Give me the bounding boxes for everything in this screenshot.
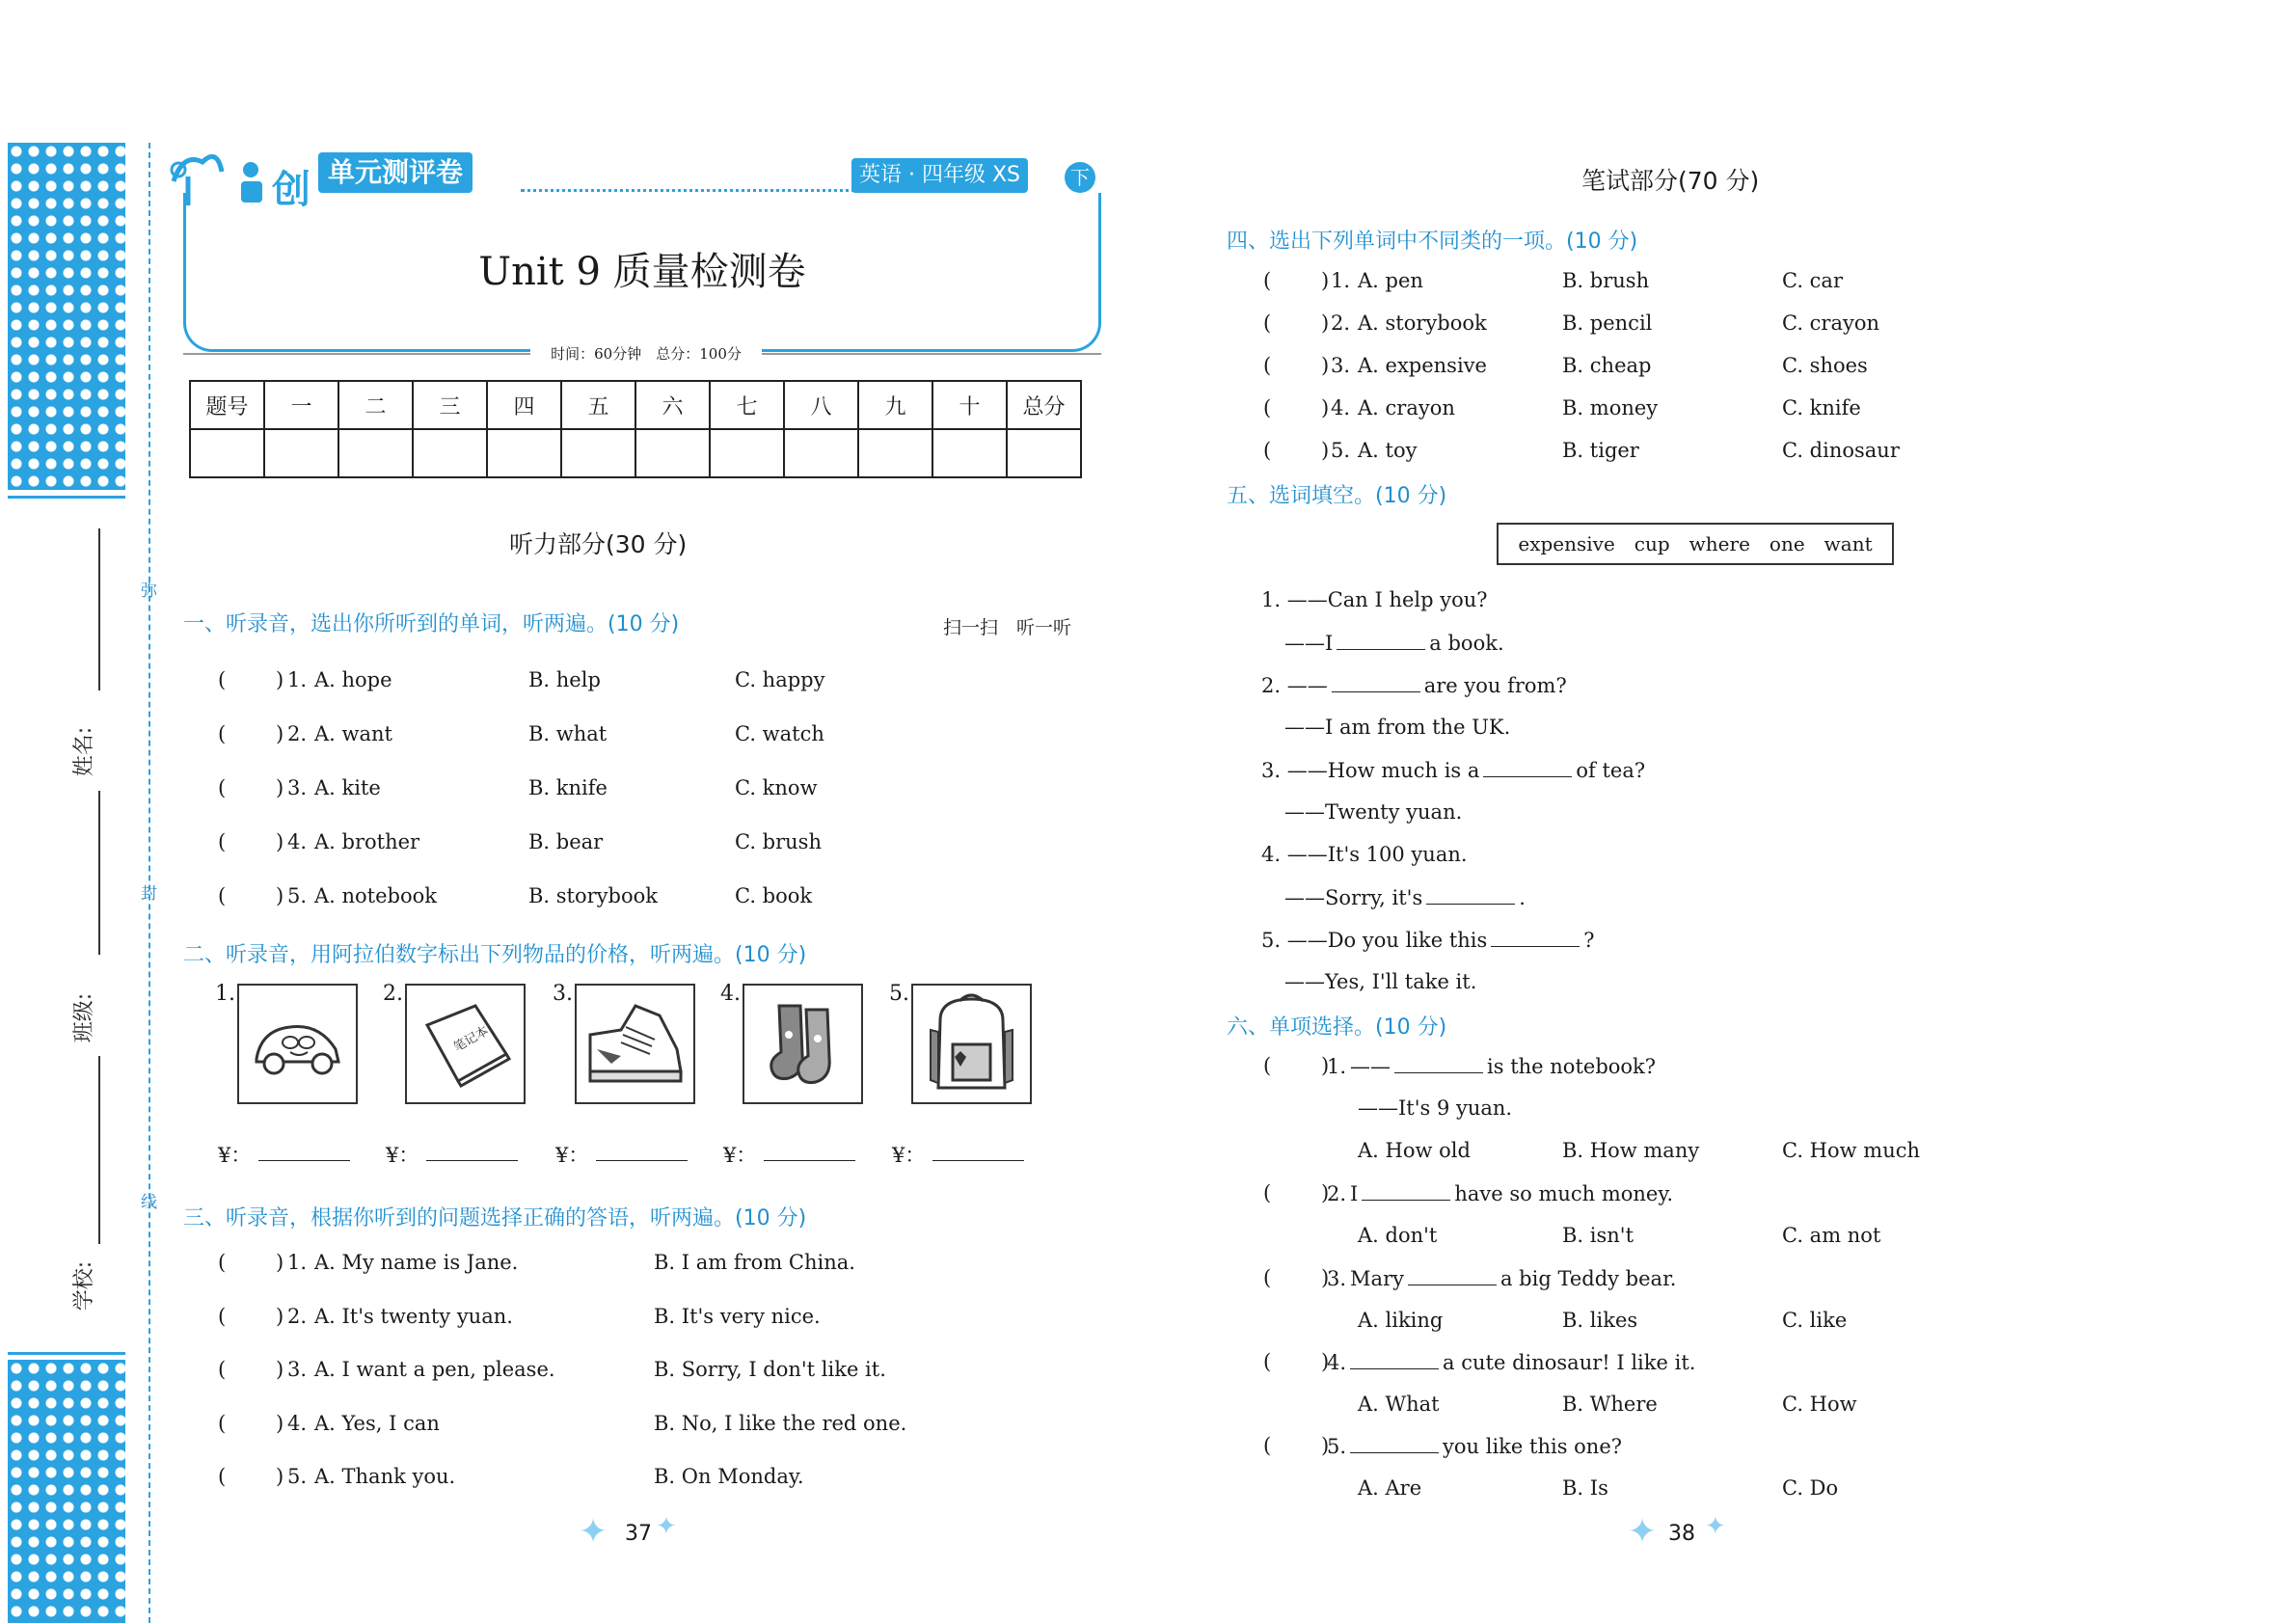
price-input[interactable]: [932, 1160, 1024, 1161]
fill-text: of tea?: [1576, 759, 1646, 782]
option-a: A. notebook: [314, 884, 438, 907]
answer-bracket[interactable]: (: [218, 722, 227, 745]
score-header-cell: 三: [413, 381, 487, 429]
question-number: 1.: [1331, 269, 1351, 292]
fill-text: 2. ——: [1261, 674, 1328, 697]
fill-line: [1261, 588, 1488, 611]
price-label: ¥：: [723, 1144, 757, 1167]
class-line: [98, 791, 100, 955]
fill-text: ——I am from the UK.: [1284, 716, 1511, 739]
option-b: B. Sorry, I don't like it.: [654, 1358, 886, 1381]
question-stem: [1327, 1350, 1695, 1374]
stem-text: is the notebook?: [1487, 1055, 1657, 1078]
option-b: B. I am from China.: [654, 1251, 855, 1274]
picture-number: 5.: [889, 982, 909, 1006]
score-header-cell: 九: [858, 381, 932, 429]
section-2-title: 二、听录音，用阿拉伯数字标出下列物品的价格，听两遍。(10 分): [183, 943, 807, 967]
answer-bracket[interactable]: (: [1263, 311, 1272, 335]
answer-bracket: ): [276, 1358, 284, 1381]
option-c: C. dinosaur: [1782, 439, 1900, 462]
fill-line: [1284, 885, 1526, 909]
question-number: 1.: [1327, 1055, 1347, 1078]
price-label: ¥：: [386, 1144, 419, 1167]
score-input-cell[interactable]: [413, 429, 487, 477]
question-number: 4.: [1327, 1351, 1347, 1374]
score-header-cell: 四: [487, 381, 561, 429]
question-stem: [1327, 1054, 1656, 1078]
price-label: ¥：: [892, 1144, 926, 1167]
answer-bracket[interactable]: (: [218, 1465, 227, 1488]
score-input-cell[interactable]: [264, 429, 338, 477]
score-input-cell[interactable]: [710, 429, 784, 477]
option-b: B. cheap: [1562, 354, 1652, 377]
answer-bracket: ): [1321, 269, 1330, 292]
option-c: C. knife: [1782, 396, 1861, 419]
answer-bracket: ): [1321, 1350, 1330, 1373]
picture-number: 3.: [553, 982, 573, 1006]
answer-bracket: ): [1321, 1266, 1330, 1289]
answer-bracket: ): [276, 884, 284, 907]
notebook-icon: [405, 984, 526, 1104]
fill-line: [1284, 716, 1510, 739]
fill-text: are you from?: [1423, 674, 1567, 697]
option-b: B. How many: [1562, 1139, 1700, 1162]
question-number: 2.: [287, 1305, 308, 1328]
option-a: A. Yes, I can: [314, 1412, 440, 1435]
series-label: 单元测评卷: [318, 152, 473, 193]
score-header-cell: 二: [338, 381, 413, 429]
decorative-pattern-bottom: [8, 1360, 125, 1623]
answer-bracket[interactable]: (: [218, 884, 227, 907]
section-6-title: 六、单项选择。(10 分): [1227, 1015, 1447, 1040]
question-number: 5.: [287, 1465, 308, 1488]
answer-bracket[interactable]: (: [218, 1358, 227, 1381]
answer-bracket[interactable]: (: [218, 776, 227, 799]
option-b: B. Is: [1562, 1476, 1608, 1500]
question-stem: [1327, 1266, 1676, 1290]
fill-line: [1261, 928, 1595, 952]
picture-number: 1.: [215, 982, 235, 1006]
answer-bracket: ): [1321, 354, 1330, 377]
seal-char: 线: [141, 1193, 157, 1212]
score-table: [189, 380, 1082, 478]
score-input-cell[interactable]: [1007, 429, 1081, 477]
name-line: [98, 528, 100, 690]
fill-line: [1261, 673, 1567, 697]
question-number: 4.: [287, 1412, 308, 1435]
option-b: B. brush: [1562, 269, 1650, 292]
option-c: C. happy: [735, 668, 825, 691]
seal-char: 弥: [141, 582, 157, 601]
school-line: [98, 1056, 100, 1244]
header-rule: [521, 189, 868, 192]
answer-bracket: ): [276, 830, 284, 853]
option-a: A. don't: [1358, 1224, 1438, 1247]
question-number: 4.: [287, 830, 308, 853]
written-title: 笔试部分(70 分): [1581, 167, 1760, 195]
score-input-cell[interactable]: [338, 429, 413, 477]
option-b: B. bear: [528, 830, 604, 853]
option-b: B. Where: [1562, 1393, 1658, 1416]
name-label: 姓名:: [72, 726, 97, 777]
answer-bracket: ): [276, 668, 284, 691]
toy-car-icon: [237, 984, 358, 1104]
star-icon: ✦: [1628, 1512, 1658, 1552]
page-number: 37: [625, 1522, 652, 1546]
option-c: C. crayon: [1782, 311, 1880, 335]
answer-bracket: ): [1321, 439, 1330, 462]
fill-text: 5. ——Do you like this: [1261, 929, 1488, 952]
option-a: A. I want a pen, please.: [314, 1358, 555, 1381]
answer-bracket[interactable]: (: [1263, 1054, 1272, 1077]
school-label: 学校:: [72, 1260, 97, 1312]
option-a: A. It's twenty yuan.: [314, 1305, 513, 1328]
score-input-cell[interactable]: [784, 429, 858, 477]
answer-bracket: ): [276, 776, 284, 799]
answer-blank[interactable]: [1394, 1054, 1483, 1073]
answer-bracket[interactable]: (: [218, 1251, 227, 1274]
answer-bracket: ): [1321, 311, 1330, 335]
question-number: 3.: [1331, 354, 1351, 377]
star-icon: ✦: [656, 1512, 677, 1541]
fill-line: [1284, 800, 1462, 824]
seal-char: 封: [141, 884, 157, 904]
option-b: B. what: [528, 722, 608, 745]
question-number: 3.: [287, 776, 308, 799]
score-input-cell[interactable]: [487, 429, 561, 477]
question-number: 2.: [287, 722, 308, 745]
answer-blank[interactable]: [1426, 885, 1515, 905]
question-number: 1.: [287, 1251, 308, 1274]
decorative-pattern-top: [8, 143, 125, 490]
fill-text: ——Yes, I'll take it.: [1284, 970, 1477, 993]
option-b: B. likes: [1562, 1309, 1638, 1332]
option-b: B. It's very nice.: [654, 1305, 821, 1328]
price-input[interactable]: [426, 1160, 518, 1161]
price-input[interactable]: [764, 1160, 855, 1161]
answer-bracket: ): [1321, 1181, 1330, 1204]
option-b: B. tiger: [1562, 439, 1639, 462]
option-c: C. know: [735, 776, 818, 799]
star-icon: ✦: [1705, 1512, 1726, 1541]
sneaker-icon: [575, 984, 695, 1104]
score-input-cell[interactable]: [190, 429, 264, 477]
picture-number: 4.: [720, 982, 741, 1006]
option-b: B. help: [528, 668, 601, 691]
section-5-title: 五、选词填空。(10 分): [1227, 484, 1447, 508]
fill-line: [1261, 758, 1645, 782]
option-b: B. On Monday.: [654, 1465, 804, 1488]
question-stem: [1327, 1181, 1673, 1205]
answer-blank[interactable]: [1350, 1350, 1439, 1369]
stem-text: Mary: [1350, 1267, 1404, 1290]
option-c: C. shoes: [1782, 354, 1868, 377]
option-b: B. storybook: [528, 884, 658, 907]
answer-blank[interactable]: [1337, 631, 1425, 650]
answer-bracket[interactable]: (: [1263, 1434, 1272, 1457]
socks-icon: [743, 984, 863, 1104]
question-stem: [1327, 1434, 1622, 1458]
stem-text: you like this one?: [1443, 1435, 1623, 1458]
option-c: C. car: [1782, 269, 1843, 292]
score-input-cell[interactable]: [635, 429, 710, 477]
divider: [8, 1352, 125, 1355]
score-header-cell: 十: [932, 381, 1007, 429]
question-number: 2.: [1331, 311, 1351, 335]
fill-text: 1. ——Can I help you?: [1261, 588, 1488, 611]
price-input[interactable]: [596, 1160, 688, 1161]
option-c: C. am not: [1782, 1224, 1881, 1247]
divider: [8, 496, 125, 499]
class-label: 班级:: [72, 992, 97, 1043]
fill-line: [1284, 631, 1504, 655]
answer-bracket: ): [1321, 396, 1330, 419]
option-a: A. kite: [314, 776, 381, 799]
option-b: B. money: [1562, 396, 1659, 419]
price-input[interactable]: [258, 1160, 350, 1161]
section-4-title: 四、选出下列单词中不同类的一项。(10 分): [1227, 230, 1638, 254]
answer-blank[interactable]: [1491, 928, 1580, 947]
answer-bracket[interactable]: (: [1263, 1350, 1272, 1373]
score-header-cell: 一: [264, 381, 338, 429]
option-c: C. book: [735, 884, 813, 907]
answer-blank[interactable]: [1362, 1181, 1450, 1201]
grade-label: 英语 · 四年级 XS: [851, 158, 1028, 193]
backpack-icon: [911, 984, 1032, 1104]
answer-blank[interactable]: [1350, 1434, 1439, 1453]
answer-bracket: ): [1321, 1054, 1330, 1077]
option-a: A. storybook: [1358, 311, 1487, 335]
time-info: 时间：60分钟 总分：100分: [530, 343, 762, 364]
answer-bracket: ): [276, 722, 284, 745]
answer-bracket[interactable]: (: [218, 830, 227, 853]
scan-label: 扫一扫 听一听: [943, 617, 1072, 638]
fill-text: ?: [1583, 929, 1595, 952]
option-a: A. hope: [314, 668, 392, 691]
price-label: ¥：: [218, 1144, 252, 1167]
page-number: 38: [1668, 1522, 1695, 1546]
answer-bracket[interactable]: (: [218, 1305, 227, 1328]
fill-text: 4. ——It's 100 yuan.: [1261, 843, 1468, 866]
option-b: B. isn't: [1562, 1224, 1634, 1247]
picture-number: 2.: [383, 982, 403, 1006]
option-a: A. How old: [1358, 1139, 1471, 1162]
answer-bracket: ): [1321, 1434, 1330, 1457]
answer-bracket[interactable]: (: [1263, 354, 1272, 377]
option-a: A. Are: [1358, 1476, 1422, 1500]
score-header-cell: 八: [784, 381, 858, 429]
stem-text: ——: [1350, 1055, 1391, 1078]
option-b: B. No, I like the red one.: [654, 1412, 907, 1435]
option-a: A. brother: [314, 830, 420, 853]
section-3-title: 三、听录音，根据你听到的问题选择正确的答语，听两遍。(10 分): [183, 1206, 807, 1231]
fill-text: 3. ——How much is a: [1261, 759, 1480, 782]
question-number: 5.: [287, 884, 308, 907]
price-label: ¥：: [555, 1144, 589, 1167]
fill-line: [1284, 970, 1476, 993]
option-b: B. pencil: [1562, 311, 1653, 335]
answer-bracket[interactable]: (: [1263, 396, 1272, 419]
answer-bracket[interactable]: (: [1263, 1181, 1272, 1204]
score-input-cell[interactable]: [561, 429, 635, 477]
question-number: 3.: [287, 1358, 308, 1381]
answer-bracket: ): [276, 1465, 284, 1488]
volume-badge: 下: [1065, 162, 1095, 193]
answer-bracket[interactable]: (: [1263, 439, 1272, 462]
question-number: 2.: [1327, 1182, 1347, 1205]
fill-text: a book.: [1429, 632, 1504, 655]
answer-blank[interactable]: [1483, 758, 1572, 777]
word-bank: expensive cup where one want: [1497, 523, 1894, 565]
svg-text:创: 创: [272, 168, 311, 210]
stem-text: have so much money.: [1454, 1182, 1674, 1205]
option-c: C. like: [1782, 1309, 1848, 1332]
fill-text: .: [1519, 886, 1526, 909]
score-header-cell: 五: [561, 381, 635, 429]
score-header-cell: 七: [710, 381, 784, 429]
option-a: A. want: [314, 722, 392, 745]
score-header-cell: 总分: [1007, 381, 1081, 429]
section-1-title: 一、听录音，选出你所听到的单词，听两遍。(10 分): [183, 612, 680, 636]
option-b: B. knife: [528, 776, 608, 799]
score-input-cell[interactable]: [858, 429, 932, 477]
option-a: A. Thank you.: [314, 1465, 456, 1488]
stem-text: a cute dinosaur! I like it.: [1443, 1351, 1696, 1374]
svg-text:笔记本: 笔记本: [450, 1023, 491, 1055]
answer-bracket: ): [276, 1412, 284, 1435]
answer-blank[interactable]: [1408, 1266, 1497, 1285]
answer-bracket: ): [276, 1305, 284, 1328]
option-a: A. crayon: [1358, 396, 1455, 419]
fill-text: ——Sorry, it's: [1284, 886, 1423, 909]
answer-bracket[interactable]: (: [1263, 1266, 1272, 1289]
stem-text: I: [1350, 1182, 1359, 1205]
page-title: Unit 9 质量检测卷: [478, 250, 806, 294]
option-a: A. What: [1358, 1393, 1440, 1416]
fill-text: ——I: [1284, 632, 1334, 655]
score-header-cell: 题号: [190, 381, 264, 429]
answer-bracket[interactable]: (: [218, 668, 227, 691]
option-c: C. watch: [735, 722, 824, 745]
score-input-cell[interactable]: [932, 429, 1007, 477]
question-number: 5.: [1327, 1435, 1347, 1458]
answer-bracket: ): [276, 1251, 284, 1274]
question-number: 4.: [1331, 396, 1351, 419]
option-c: C. Do: [1782, 1476, 1839, 1500]
answer-bracket[interactable]: (: [1263, 269, 1272, 292]
answer-bracket[interactable]: (: [218, 1412, 227, 1435]
option-c: C. How: [1782, 1393, 1857, 1416]
fill-text: ——Twenty yuan.: [1284, 800, 1463, 824]
option-a: A. My name is Jane.: [314, 1251, 519, 1274]
option-a: A. expensive: [1358, 354, 1487, 377]
option-c: C. brush: [735, 830, 822, 853]
question-number: 3.: [1327, 1267, 1347, 1290]
score-header-cell: 六: [635, 381, 710, 429]
option-c: C. How much: [1782, 1139, 1921, 1162]
star-icon: ✦: [579, 1512, 608, 1552]
listening-title: 听力部分(30 分): [509, 530, 688, 558]
question-number: 1.: [287, 668, 308, 691]
stem-line2: ——It's 9 yuan.: [1358, 1096, 1513, 1120]
question-number: 5.: [1331, 439, 1351, 462]
option-a: A. toy: [1358, 439, 1418, 462]
option-a: A. pen: [1358, 269, 1423, 292]
answer-blank[interactable]: [1332, 673, 1420, 692]
option-a: A. liking: [1358, 1309, 1444, 1332]
fill-line: [1261, 843, 1468, 866]
stem-text: a big Teddy bear.: [1499, 1267, 1677, 1290]
